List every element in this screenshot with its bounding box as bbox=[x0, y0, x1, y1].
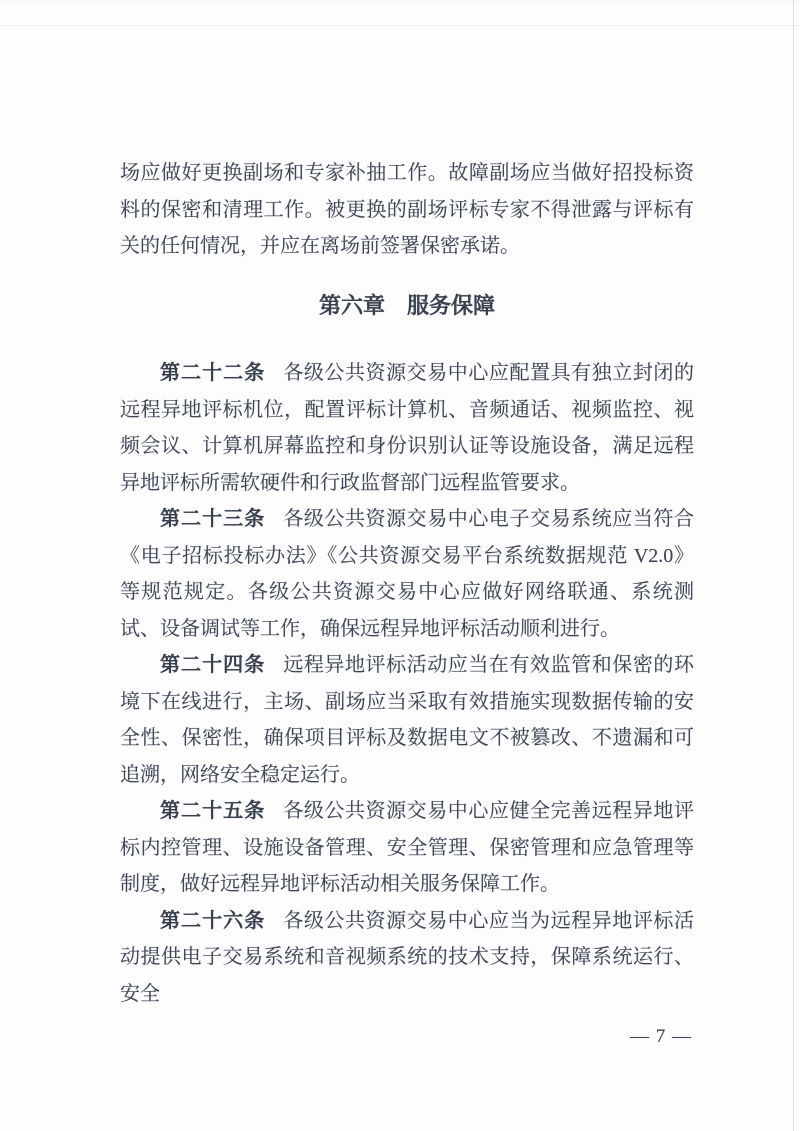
article-26-number: 第二十六条 bbox=[160, 909, 266, 932]
article-25-number: 第二十五条 bbox=[160, 800, 266, 822]
article-25 bbox=[120, 793, 694, 903]
page-number: — 7 — bbox=[630, 1026, 692, 1047]
article-24-number: 第二十四条 bbox=[160, 654, 266, 676]
article-26 bbox=[120, 903, 694, 1013]
article-23-number: 第二十三条 bbox=[160, 508, 266, 530]
article-23 bbox=[120, 501, 694, 647]
article-22-number: 第二十二条 bbox=[160, 362, 266, 384]
scan-artifact-right-edge bbox=[793, 0, 794, 1131]
document-body bbox=[120, 155, 694, 1056]
article-26-text: 各级公共资源交易中心应当为远程异地评标活动提供电子交易系统和音视频系统的技术支持，保障系统运行、安全 bbox=[120, 909, 694, 1005]
chapter-heading: 第六章 服务保障 bbox=[318, 292, 495, 318]
article-22-text: 各级公共资源交易中心应配置具有独立封闭的远程异地评标机位，配置评标计算机、音频通话、视频监控、视频会议、计算机屏幕监控和身份识别认证等设施设备，满足远程异地评标所需软硬件和行政监督部门远程监管要求。 bbox=[120, 362, 694, 494]
article-22 bbox=[120, 355, 694, 501]
article-24-text: 远程异地评标活动应当在有效监管和保密的环境下在线进行，主场、副场应当采取有效措施实现数据传输的安全性、保密性，确保项目评标及数据电文不被篡改、不遗漏和可追溯，网络安全稳定运行。 bbox=[120, 654, 694, 786]
paragraph-continuation: 场应做好更换副场和专家补抽工作。故障副场应当做好招投标资料的保密和清理工作。被更换的副场评标专家不得泄露与评标有关的任何情况，并应在离场前签署保密承诺。 bbox=[120, 162, 694, 257]
article-25-text: 各级公共资源交易中心应健全完善远程异地评标内控管理、设施设备管理、安全管理、保密管理和应急管理等制度，做好远程异地评标活动相关服务保障工作。 bbox=[120, 800, 694, 895]
article-24 bbox=[120, 647, 694, 793]
scan-artifact-top-line bbox=[0, 25, 800, 26]
article-23-text: 各级公共资源交易中心电子交易系统应当符合《电子招标投标办法》《公共资源交易平台系统数据规范 V2.0》等规范规定。各级公共资源交易中心应做好网络联通、系统测试、设备调试等工作，确保远程异地评标活动顺利进行。 bbox=[120, 508, 694, 640]
